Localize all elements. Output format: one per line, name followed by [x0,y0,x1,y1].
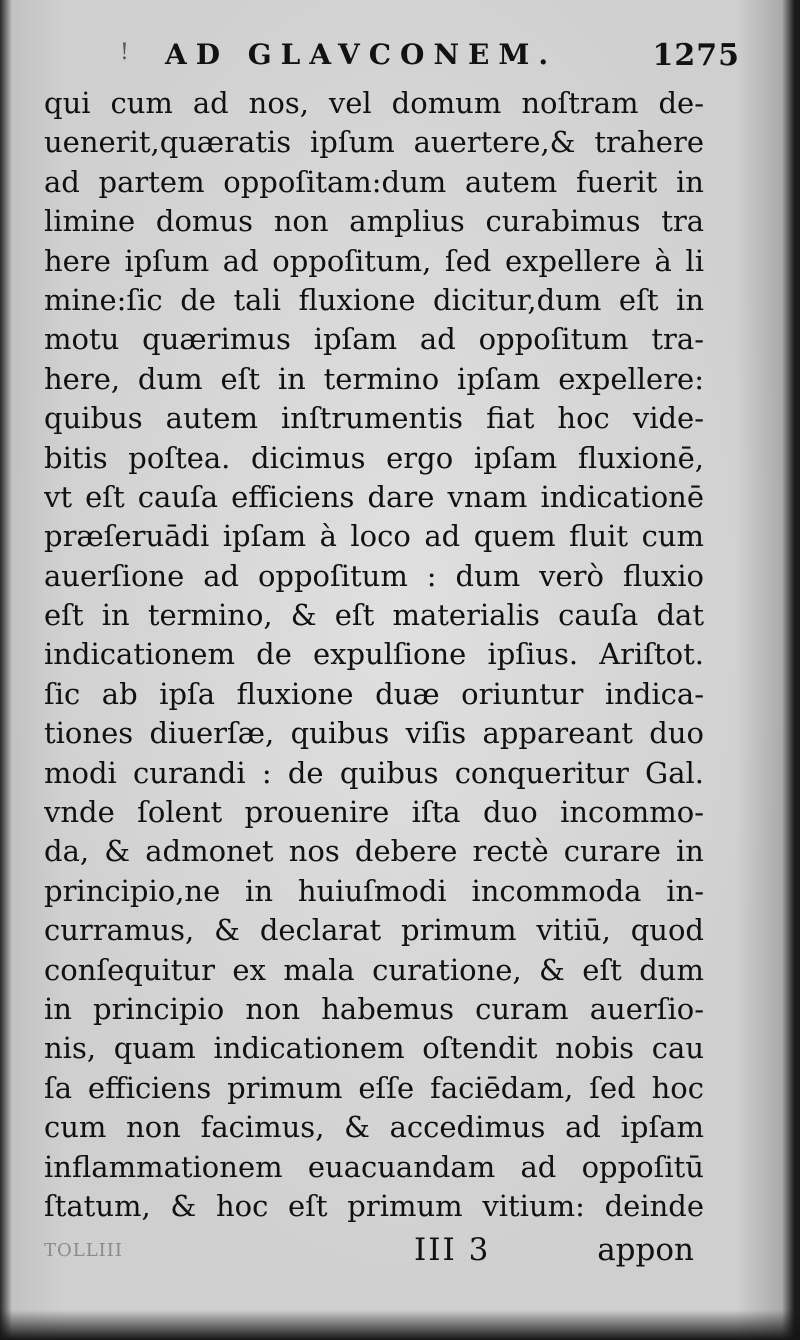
text-line: motu quærimus ipſam ad oppoſitum tra- [44,322,704,357]
text-line: ſic ab ipſa fluxione duæ oriuntur indica- [44,676,704,711]
text-line: quibus autem inſtrumentis fiat hoc vide- [44,401,704,436]
text-line: modi curandi : de quibus conqueritur Gal. [44,755,704,790]
text-line: ad partem oppoſitam:dum autem fuerit in [44,164,704,199]
text-line: vnde ſolent prouenire iſta duo incommo- [44,795,704,830]
text-line: auerſione ad oppoſitum : dum verò fluxio [44,558,704,593]
text-line: cum non facimus, & accedimus ad ipſam [44,1110,704,1145]
page-edge-shadow [782,0,800,1340]
text-line: eſt in termino, & eſt materialis cauſa dat [44,598,704,633]
text-line: da, & admonet nos debere rectè curare in [44,834,704,869]
page-number: 1275 [652,38,740,73]
text-line: indicationem de expulſione ipſius. Ariſtot. [44,637,704,672]
gutter-shadow [0,0,12,1340]
text-line: nis, quam indicationem oſtendit nobis cau [44,1031,704,1066]
text-line: inflammationem euacuandam ad oppoſitū [44,1149,704,1184]
text-line: in principio non habemus curam auerſio- [44,991,704,1026]
text-line: here, dum eſt in termino ipſam expellere: [44,361,704,396]
text-line: limine domus non amplius curabimus tra [44,204,704,239]
page-footer [44,1232,704,1282]
header-mark: ! [120,40,129,65]
text-line: bitis poſtea. dicimus ergo ipſam fluxionē, [44,440,704,475]
text-line: here ipſum ad oppoſitum, ſed expellere à li [44,243,704,278]
text-line: conſequitur ex mala curatione, & eſt dum [44,952,704,987]
text-line: uenerit,quæratis ipſum auertere,& trahere [44,125,704,160]
text-line: ſtatum, & hoc eſt primum vitium: deinde [44,1188,704,1223]
text-line: qui cum ad nos, vel domum noſtram de- [44,86,704,120]
running-title: AD GLAVCONEM. [165,38,558,71]
text-line: vt eſt cauſa efficiens dare vnam indicationē [44,479,704,514]
text-line: præſeruādi ipſam à loco ad quem fluit cum [44,519,704,554]
text-line: mine:ſic de tali fluxione dicitur,dum eſt in [44,282,704,317]
show-through-text: TOLLIII [44,1240,123,1261]
text-line: tiones diuerſæ, quibus viſis appareant duo [44,716,704,751]
text-line: principio,ne in huiuſmodi incommoda in- [44,873,704,908]
catchword: appon [597,1232,694,1268]
bottom-edge-shadow [0,1310,800,1340]
signature-mark: III 3 [414,1232,491,1268]
page-header [120,38,740,88]
text-line: curramus, & declarat primum vitiū, quod [44,913,704,948]
body-text [44,84,704,1226]
text-line: ſa efficiens primum eſſe faciēdam, ſed hoc [44,1070,704,1105]
